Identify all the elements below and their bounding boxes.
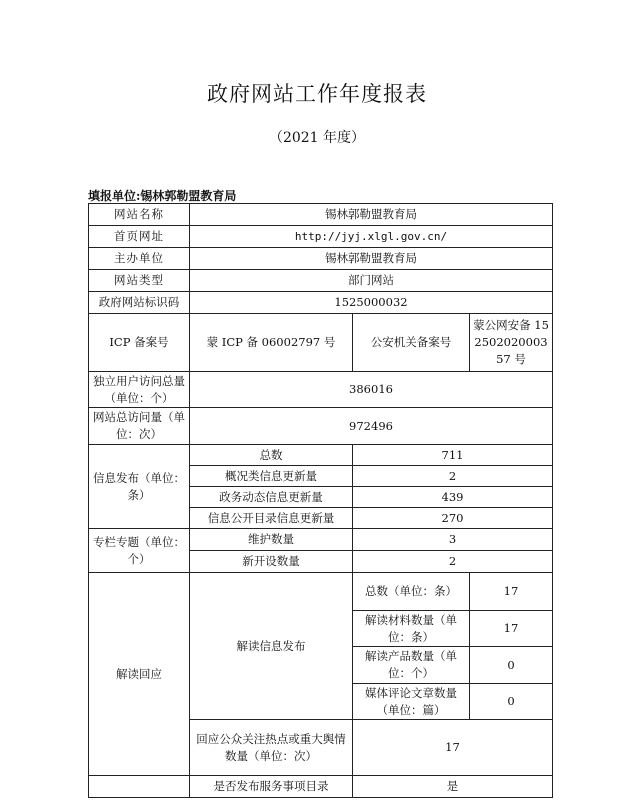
table-row (89, 408, 553, 445)
info-item-label: 总数 (190, 445, 353, 466)
interpret-item-label: 解读产品数量（单位：个） (353, 647, 470, 684)
report-table (88, 203, 553, 798)
table-row (89, 270, 553, 292)
sponsor-value: 锡林郭勒盟教育局 (190, 248, 553, 270)
table-row (89, 292, 553, 314)
info-item-value: 2 (353, 466, 553, 487)
visits-label: 网站总访问量（单位：次） (89, 408, 190, 445)
sponsor-label: 主办单位 (89, 248, 190, 270)
column-item-value: 3 (353, 529, 553, 551)
site-name-label: 网站名称 (89, 204, 190, 226)
police-record-value: 蒙公网安备 15250202000357 号 (470, 314, 553, 372)
interpret-item-value: 17 (470, 573, 553, 611)
visitors-label: 独立用户访问总量（单位：个） (89, 372, 190, 408)
table-row (89, 314, 553, 372)
site-type-label: 网站类型 (89, 270, 190, 292)
info-item-value: 439 (353, 487, 553, 508)
table-row (89, 529, 553, 551)
interpret-item-label: 媒体评论文章数量（单位：篇） (353, 684, 470, 720)
interpret-item-label: 总数（单位：条） (353, 573, 470, 611)
report-title: 政府网站工作年度报表 (207, 82, 427, 106)
column-item-label: 维护数量 (190, 529, 353, 551)
police-record-label: 公安机关备案号 (353, 314, 470, 372)
homepage-label: 首页网址 (89, 226, 190, 248)
service-catalog-label: 是否发布服务事项目录 (190, 776, 353, 798)
info-item-label: 政务动态信息更新量 (190, 487, 353, 508)
service-catalog-spacer (89, 776, 190, 798)
visitors-value: 386016 (190, 372, 553, 408)
fill-unit: 填报单位:锡林郭勒盟教育局 (88, 189, 237, 203)
info-item-value: 711 (353, 445, 553, 466)
table-row (89, 445, 553, 466)
icp-label: ICP 备案号 (89, 314, 190, 372)
icp-value: 蒙 ICP 备 06002797 号 (190, 314, 353, 372)
site-type-value: 部门网站 (190, 270, 553, 292)
report-year: （2021 年度） (268, 130, 366, 146)
service-catalog-value: 是 (353, 776, 553, 798)
table-row (89, 204, 553, 226)
site-code-value: 1525000032 (190, 292, 553, 314)
site-code-label: 政府网站标识码 (89, 292, 190, 314)
interpret-item-value: 0 (470, 647, 553, 684)
table-row (89, 776, 553, 798)
table-row (89, 372, 553, 408)
interpret-item-value: 17 (470, 611, 553, 647)
info-release-label: 信息发布（单位：条） (89, 445, 190, 529)
interpret-item-label: 解读材料数量（单位：条） (353, 611, 470, 647)
column-label: 专栏专题（单位：个） (89, 529, 190, 573)
homepage-value: http://jyj.xlgl.gov.cn/ (190, 226, 553, 248)
column-item-label: 新开设数量 (190, 551, 353, 573)
info-item-value: 270 (353, 508, 553, 529)
visits-value: 972496 (190, 408, 553, 445)
interpret-item-value: 0 (470, 684, 553, 720)
table-row (89, 226, 553, 248)
interpret-sub-label: 解读信息发布 (190, 573, 353, 720)
table-row (89, 573, 553, 611)
response-label: 回应公众关注热点或重大舆情数量（单位：次） (190, 720, 353, 776)
response-value: 17 (353, 720, 553, 776)
interpret-label: 解读回应 (89, 573, 190, 776)
column-item-value: 2 (353, 551, 553, 573)
site-name-value: 锡林郭勒盟教育局 (190, 204, 553, 226)
info-item-label: 信息公开目录信息更新量 (190, 508, 353, 529)
info-item-label: 概况类信息更新量 (190, 466, 353, 487)
table-row (89, 248, 553, 270)
